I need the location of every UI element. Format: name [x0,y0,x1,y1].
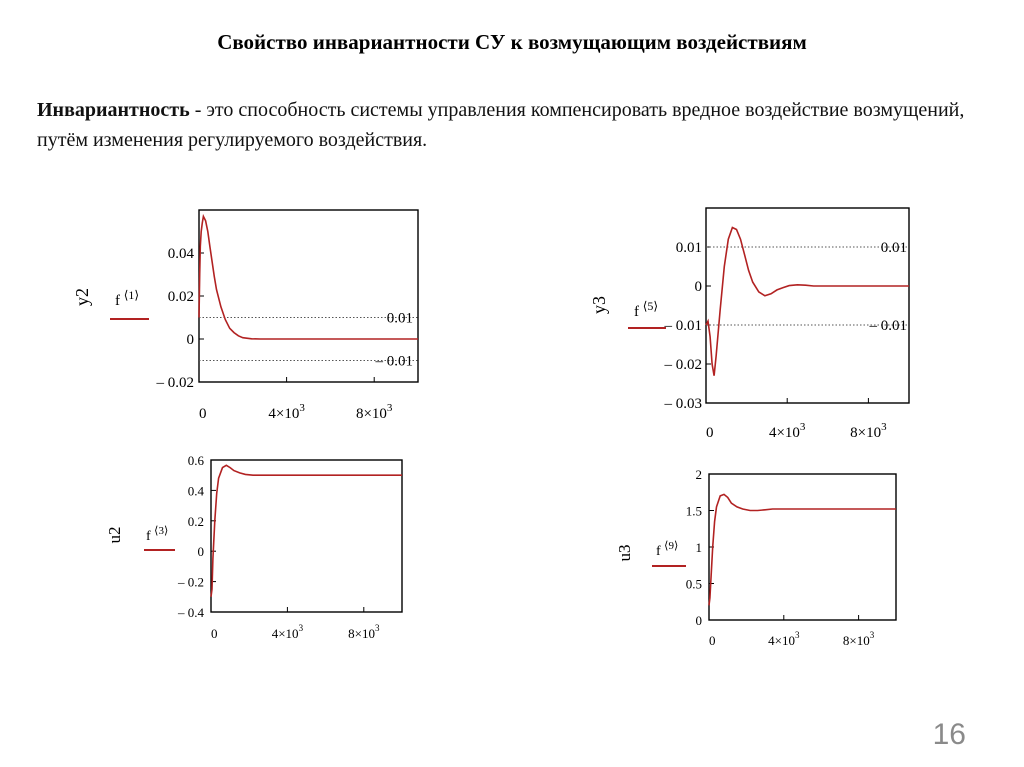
plot-frame [706,208,909,403]
y-tick-label: 1.5 [685,503,702,519]
y-tick-label: 0.2 [187,513,204,529]
x-tick-label: $8\times 10^3$ [850,421,887,441]
y-tick-label: 0 [695,613,702,628]
legend-label: f $^{⟨1⟩}$ [115,288,140,309]
y-tick-label: 1 [695,540,702,555]
x-tick-label: $4\times 10^3$ [271,623,304,641]
plot-frame [211,460,402,612]
y-tick-label: 0.01 [675,240,702,256]
y-tick-label: – 0.4 [178,605,204,620]
y-tick-label: – 0.02 [156,375,194,391]
y-tick-label: 0 [186,332,194,348]
y-axis-label: y3 [589,296,609,314]
y-tick-label: 0 [694,279,702,295]
x-tick-label: $4\times 10^3$ [268,402,305,422]
plot-frame [709,474,896,620]
y-tick-label: 0.5 [685,576,702,592]
legend-label: f $^{⟨3⟩}$ [146,525,169,544]
x-tick-label: 0 [211,626,218,641]
x-tick-label: 0 [706,425,714,441]
reference-line-label: 0.01 [880,240,907,256]
y-tick-label: 0.04 [167,246,194,262]
y-tick-label: – 0.03 [664,396,702,412]
page-number: 16 [932,718,966,751]
x-tick-label: $8\times 10^3$ [355,402,393,422]
y-axis-label: u2 [105,526,124,544]
x-tick-label: $8\times 10^3$ [348,623,380,641]
series-line [211,465,402,597]
y-tick-label: 0.02 [167,289,194,305]
reference-line-label: 0.01 [386,310,413,327]
x-tick-label: $4\times 10^3$ [768,630,800,648]
y-axis-label: y2 [72,288,92,306]
x-tick-label: 0 [199,406,207,422]
definition-term: Инвариантность [37,99,190,121]
y-axis-label: u3 [615,544,634,562]
y-tick-label: 2 [695,467,702,482]
y-tick-label: – 0.02 [664,357,702,373]
y-tick-label: 0 [197,544,204,560]
legend-label: f $^{⟨9⟩}$ [656,540,679,559]
definition-text: - это способность системы управления компенсировать вредное воздействие возмущений, путём изменения регулируемого воздействия. [37,99,965,151]
x-tick-label: 0 [709,633,716,648]
slide-title: Свойство инвариантности СУ к возмущающим воздействиям [217,30,807,54]
reference-line-label: – 0.01 [869,318,907,334]
y-tick-label: – 0.2 [178,574,204,590]
y-tick-label: 0.6 [187,453,204,468]
x-tick-label: $4\times 10^3$ [768,421,806,441]
y-tick-label: – 0.01 [664,318,702,334]
x-tick-label: $8\times 10^3$ [842,630,875,648]
y-tick-label: 0.4 [187,483,204,499]
series-line [706,228,909,376]
reference-line-label: – 0.01 [375,353,413,370]
series-line [709,494,896,605]
legend-label: f $^{⟨5⟩}$ [634,299,659,320]
